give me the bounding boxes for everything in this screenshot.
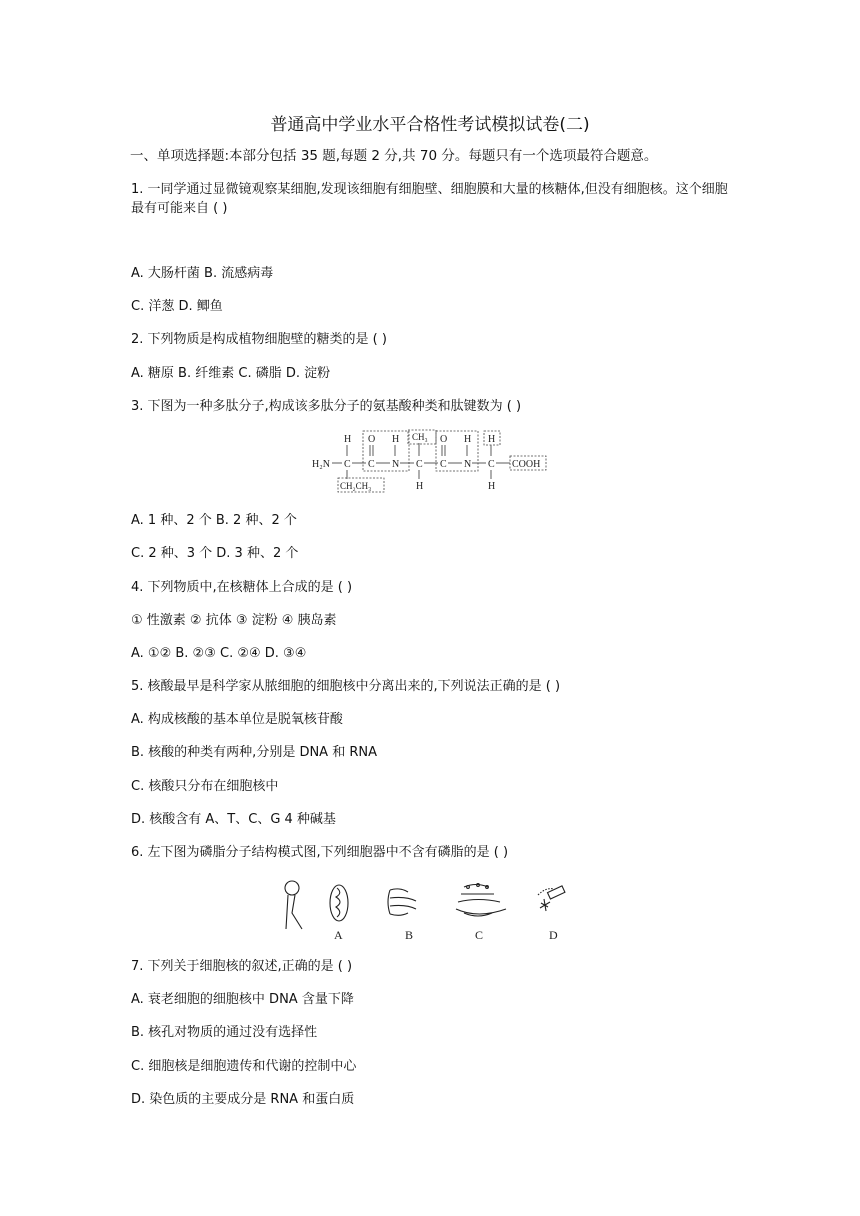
question-5-option-b: B. 核酸的种类有两种,分别是 DNA 和 RNA xyxy=(131,745,377,760)
figure-label-a: A xyxy=(334,928,343,942)
question-7-stem: 7. 下列关于细胞核的叙述,正确的是 ( ) xyxy=(131,959,353,974)
question-1-stem-line2: 最有可能来自 ( ) xyxy=(131,201,228,216)
formula-o1: O xyxy=(368,434,376,445)
question-3-option-row: A. 1 种、2 个 B. 2 种、2 个 xyxy=(131,513,297,528)
golgi-apparatus-icon xyxy=(388,889,416,915)
question-7-option-a: A. 衰老细胞的细胞核中 DNA 含量下降 xyxy=(131,992,354,1007)
formula-o2: O xyxy=(440,434,448,445)
formula-h-bottom2: H xyxy=(488,481,496,492)
question-5-option-c: C. 核酸只分布在细胞核中 xyxy=(131,779,279,794)
formula-cooh: COOH xyxy=(512,459,541,470)
phospholipid-head-icon xyxy=(285,881,299,895)
formula-ch3: CH₃ xyxy=(412,432,428,442)
question-1-option-row: C. 洋葱 D. 鲫鱼 xyxy=(131,299,223,314)
formula-c3: C xyxy=(416,459,423,470)
formula-h2n: H₂N xyxy=(312,459,330,470)
figure-label-c: C xyxy=(475,928,484,942)
figure-label-b: B xyxy=(405,928,414,942)
question-5-option-a: A. 构成核酸的基本单位是脱氧核苷酸 xyxy=(131,712,343,727)
section-heading: 一、单项选择题:本部分包括 35 题,每题 2 分,共 70 分。每题只有一个选项最符合题意。 xyxy=(130,148,658,164)
formula-n2: N xyxy=(464,459,472,470)
question-2-option-row: A. 糖原 B. 纤维素 C. 磷脂 D. 淀粉 xyxy=(131,366,331,381)
question-1-stem-line1: 1. 一同学通过显微镜观察某细胞,发现该细胞有细胞壁、细胞膜和大量的核糖体,但没有细胞核。这个细胞 xyxy=(131,182,728,197)
question-4-stem: 4. 下列物质中,在核糖体上合成的是 ( ) xyxy=(131,580,353,595)
question-7-option-d: D. 染色质的主要成分是 RNA 和蛋白质 xyxy=(131,1092,355,1107)
formula-h-top4: H xyxy=(488,434,496,445)
formula-h-top3: H xyxy=(464,434,472,445)
page-title: 普通高中学业水平合格性考试模拟试卷(二) xyxy=(270,115,590,135)
question-7-option-c: C. 细胞核是细胞遗传和代谢的控制中心 xyxy=(131,1059,357,1074)
question-7-option-b: B. 核孔对物质的通过没有选择性 xyxy=(131,1025,318,1040)
question-3-option-row: C. 2 种、3 个 D. 3 种、2 个 xyxy=(131,546,299,561)
endoplasmic-reticulum-icon xyxy=(456,885,506,917)
question-6-stem: 6. 左下图为磷脂分子结构模式图,下列细胞器中不含有磷脂的是 ( ) xyxy=(131,845,509,860)
question-5-stem: 5. 核酸最早是科学家从脓细胞的细胞核中分离出来的,下列说法正确的是 ( ) xyxy=(131,679,561,694)
formula-c5: C xyxy=(488,459,495,470)
polypeptide-structure-figure xyxy=(308,428,558,498)
question-5-option-d: D. 核酸含有 A、T、C、G 4 种碱基 xyxy=(131,812,336,827)
question-4-option-row: A. ①② B. ②③ C. ②④ D. ③④ xyxy=(131,646,307,661)
formula-h-top1: H xyxy=(344,434,352,445)
formula-c1: C xyxy=(344,459,351,470)
formula-n1: N xyxy=(392,459,400,470)
formula-c2: C xyxy=(368,459,375,470)
formula-ch2ch3: CH₂CH₃ xyxy=(340,481,372,491)
question-4-items: ① 性激素 ② 抗体 ③ 淀粉 ④ 胰岛素 xyxy=(131,613,337,628)
phospholipid-tails-icon xyxy=(286,895,302,929)
question-3-stem: 3. 下图为一种多肽分子,构成该多肽分子的氨基酸种类和肽键数为 ( ) xyxy=(131,399,522,414)
question-2-stem: 2. 下列物质是构成植物细胞壁的糖类的是 ( ) xyxy=(131,332,387,347)
figure-label-d: D xyxy=(549,928,558,942)
formula-h-top2: H xyxy=(392,434,400,445)
centrosome-icon xyxy=(547,886,564,899)
formula-c4: C xyxy=(440,459,447,470)
organelle-figure xyxy=(278,875,578,945)
question-1-option-row: A. 大肠杆菌 B. 流感病毒 xyxy=(131,266,274,281)
formula-h-bottom1: H xyxy=(416,481,424,492)
